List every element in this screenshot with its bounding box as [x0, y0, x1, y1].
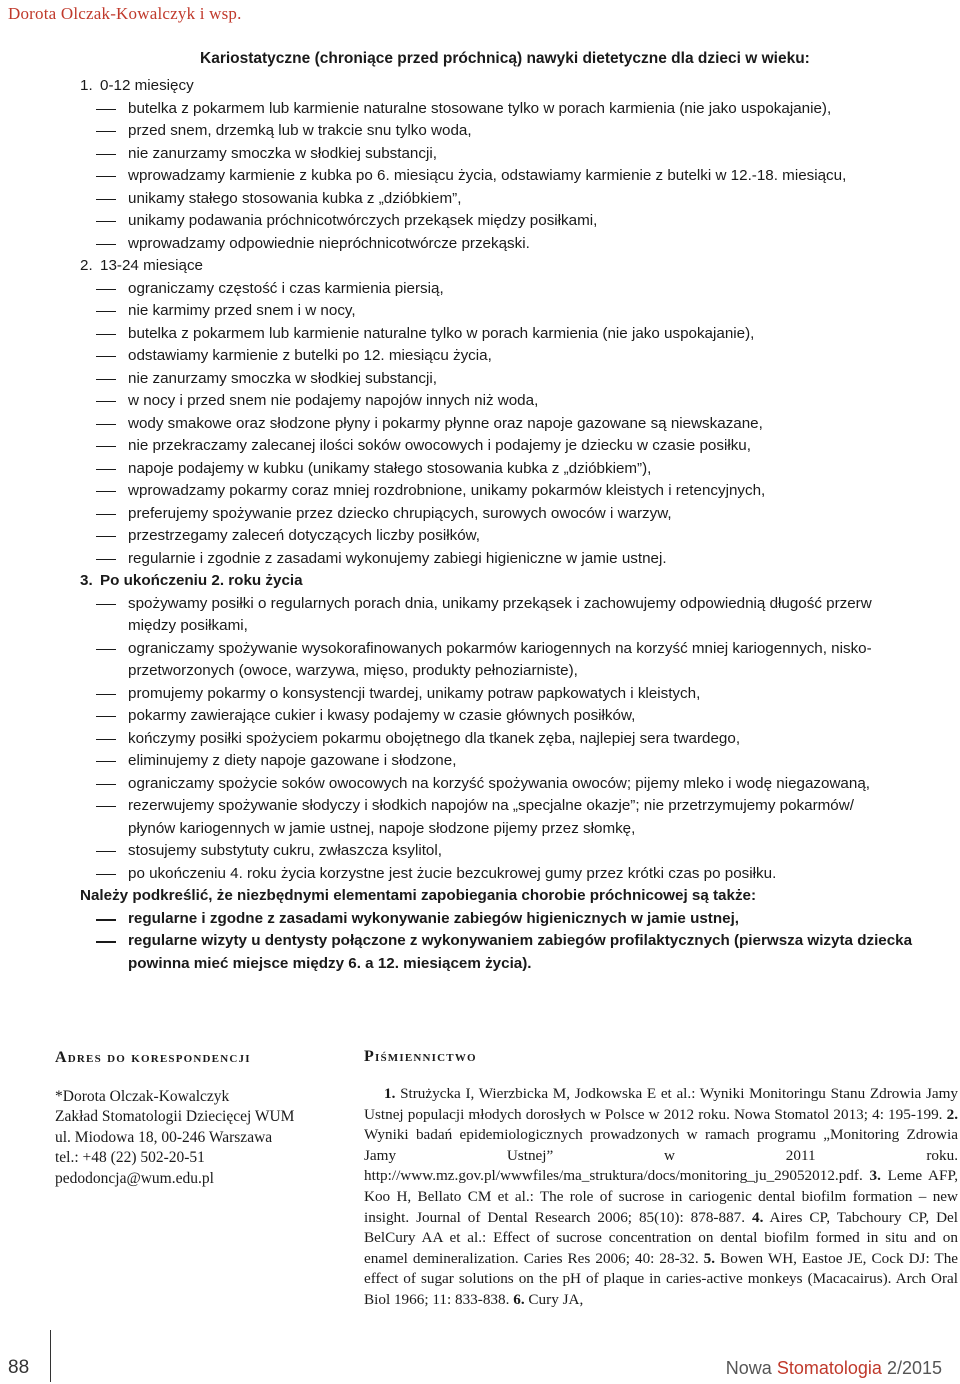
list-item — [80, 548, 960, 571]
list-item-text: płynów kariogennych w jamie ustnej, napoje słodzone pijemy przez słomkę, — [128, 819, 636, 837]
dash-bullet — [96, 784, 116, 785]
emphasis-item-text: regularne i zgodne z zasadami wykonywanie zabiegów higienicznych w jamie ustnej, — [128, 909, 740, 927]
dash-bullet — [96, 469, 116, 470]
list-item-text: między posiłkami, — [128, 617, 248, 634]
list-item — [80, 390, 960, 413]
dash-bullet — [96, 716, 116, 717]
list-item-text: preferujemy spożywanie przez dziecko chrupiących, surowych owoców i warzyw, — [128, 504, 672, 522]
list-item — [80, 458, 960, 481]
list-item — [80, 773, 960, 796]
list-item — [80, 593, 960, 616]
section-number: 3. — [80, 572, 93, 589]
list-item — [80, 413, 960, 436]
address-line: pedodoncja@wum.edu.pl — [55, 1169, 214, 1187]
list-item-text: w nocy i przed snem nie podajemy napojów innych niż woda, — [128, 392, 539, 409]
dash-bullet — [96, 199, 116, 200]
emphasis-item-continuation — [80, 953, 960, 976]
emphasis-item — [80, 908, 960, 931]
emphasis-item — [80, 930, 960, 953]
dash-bullet — [96, 514, 116, 515]
dash-bullet — [96, 334, 116, 335]
list-item-text: butelka z pokarmem lub karmienie naturalne tylko w porach karmienia (nie jako uspokajanie), — [128, 324, 755, 342]
dash-bullet — [96, 694, 116, 695]
list-item — [80, 98, 960, 121]
address-line: ul. Miodowa 18, 00-246 Warszawa — [55, 1128, 273, 1146]
references-block — [364, 1048, 958, 1311]
list-item — [80, 750, 960, 773]
list-item-text: unikamy stałego stosowania kubka z „dzióbkiem”, — [128, 189, 462, 207]
list-item — [80, 435, 960, 458]
dash-bullet — [96, 379, 116, 380]
dash-bullet — [96, 874, 116, 875]
list-item-text: nie karmimy przed snem i w nocy, — [128, 302, 356, 319]
list-item-text: przetworzonych (owoce, warzywa, mięso, produkty pełnoziarniste), — [128, 662, 578, 679]
list-item-continuation — [80, 818, 960, 841]
list-item — [80, 683, 960, 706]
list-item — [80, 480, 960, 503]
list-item — [80, 143, 960, 166]
dash-bullet — [96, 919, 116, 921]
section-heading — [80, 255, 960, 278]
list-item — [80, 795, 960, 818]
reference-text: Cury JA, — [528, 1290, 584, 1308]
list-item — [80, 300, 960, 323]
list-item — [80, 165, 960, 188]
correspondence-address — [55, 1087, 355, 1190]
list-item-text: stosujemy substytuty cukru, zwłaszcza ksylitol, — [128, 842, 442, 859]
list-item-text: ograniczamy spożywanie wysokorafinowanych pokarmów kariogennych na korzyść mniej kariogennych, nisko- — [128, 639, 872, 657]
dash-bullet — [96, 739, 116, 740]
reference-text: Strużycka I, Wierzbicka M, Jodkowska E et al.: Wyniki Monitoringu Stanu Zdrowia Jamy Ustnej populacji młodych dorosłych w Polsce w 2012 roku. Nowa Stomatol 2013; 4: 195-199. — [364, 1085, 959, 1123]
section-title: 13-24 miesiące — [100, 257, 203, 274]
reference-text: Leme AFP, Koo H, Bellato CM et al.: The role of sucrose in cariogenic dental biofilm formation – new insight. Journal of Dental Research 2006; 85(10): 878-887. — [364, 1167, 958, 1226]
list-item-continuation — [80, 660, 960, 683]
references-heading: Piśmiennictwo — [364, 1048, 477, 1065]
journal-issue: 2/2015 — [886, 1358, 942, 1378]
list-item — [80, 278, 960, 301]
list-item — [80, 503, 960, 526]
emphasis-item-text: regularne wizyty u dentysty połączone z wykonywaniem zabiegów profilaktycznych (pierwsza wizyta dziecka — [128, 932, 913, 949]
list-item-text: pokarmy zawierające cukier i kwasy podajemy w czasie głównych posiłków, — [128, 707, 636, 724]
dash-bullet — [96, 356, 116, 357]
list-item-text: ograniczamy częstość i czas karmienia piersią, — [128, 279, 444, 297]
dash-bullet — [96, 446, 116, 447]
list-item — [80, 368, 960, 391]
dash-bullet — [96, 424, 116, 425]
reference-number: 3. — [869, 1167, 881, 1185]
dash-bullet — [96, 109, 116, 110]
list-item-text: wody smakowe oraz słodzone płyny i pokarmy płynne oraz napoje gazowane są niewskazane, — [128, 414, 763, 432]
list-item-text: kończymy posiłki spożyciem pokarmu obojętnego dla tkanek zęba, najlepiej sera twardego, — [128, 729, 741, 747]
list-item-text: wprowadzamy odpowiednie niepróchnicotwórcze przekąski. — [128, 234, 530, 252]
dash-bullet — [96, 221, 116, 222]
dash-bullet — [96, 806, 116, 807]
dash-bullet — [96, 761, 116, 762]
journal-name-accent: Stomatologia — [776, 1358, 882, 1378]
list-item-text: odstawiamy karmienie z butelki po 12. miesiącu życia, — [128, 347, 492, 364]
section-title: 0-12 miesięcy — [100, 77, 194, 94]
dash-bullet — [96, 176, 116, 177]
article-box-title: Kariostatyczne (chroniące przed próchnicą) nawyki dietetyczne dla dzieci w wieku: — [200, 50, 810, 67]
list-item — [80, 525, 960, 548]
list-item-text: eliminujemy z diety napoje gazowane i słodzone, — [128, 752, 457, 769]
section-number: 1. — [80, 77, 93, 94]
list-item — [80, 728, 960, 751]
reference-number: 1. — [384, 1085, 396, 1102]
list-item — [80, 863, 960, 886]
references-list — [364, 1084, 958, 1311]
reference-number: 4. — [752, 1208, 764, 1226]
journal-footer — [726, 1358, 942, 1379]
section-heading — [80, 570, 960, 593]
correspondence-heading: Adres do korespondencji — [55, 1049, 251, 1066]
running-header: Dorota Olczak-Kowalczyk i wsp. — [8, 4, 242, 23]
list-item-text: ograniczamy spożycie soków owocowych na korzyść spożywania owoców; pijemy mleko i wodę niegazowaną, — [128, 774, 870, 792]
address-line: *Dorota Olczak-Kowalczyk — [55, 1087, 230, 1105]
dash-bullet — [96, 401, 116, 402]
list-item — [80, 345, 960, 368]
list-item — [80, 120, 960, 143]
list-item — [80, 323, 960, 346]
list-item — [80, 233, 960, 256]
list-item-text: nie zanurzamy smoczka w słodkiej substancji, — [128, 369, 437, 387]
list-item-text: wprowadzamy karmienie z kubka po 6. miesiącu życia, odstawiamy karmienie z butelki w 12.-18. miesiącu, — [128, 167, 847, 184]
page-number: 88 — [8, 1357, 30, 1378]
journal-name-prefix: Nowa — [725, 1358, 772, 1378]
list-item-text: rezerwujemy spożywanie słodyczy i słodkich napojów na „specjalne okazje”; nie przetrzymujemy pokarmów/ — [128, 797, 854, 814]
list-item-text: regularnie i zgodnie z zasadami wykonujemy zabiegi higieniczne w jamie ustnej. — [128, 549, 667, 567]
reference-number: 6. — [513, 1290, 525, 1308]
section-title: Po ukończeniu 2. roku życia — [100, 572, 303, 589]
list-item-continuation — [80, 615, 960, 638]
dash-bullet — [96, 154, 116, 155]
list-item-text: promujemy pokarmy o konsystencji twardej, unikamy potraw papkowatych i kleistych, — [128, 684, 701, 702]
dash-bullet — [96, 311, 116, 312]
emphasis-note: Należy podkreślić, że niezbędnymi elementami zapobiegania chorobie próchnicowej są także: — [80, 887, 757, 904]
dash-bullet — [96, 851, 116, 852]
reference-text: Wyniki badań epidemiologicznych prowadzonych w ramach programu „Monitoring Zdrowia Jamy Ustnej” w 2011 roku. http://www.mz.gov.pl/wwwfiles/ma_struktura/docs/monitoring_ju_29052012.pdf. — [364, 1126, 958, 1185]
list-item-text: przestrzegamy zaleceń dotyczących liczby posiłków, — [128, 527, 480, 544]
article-body — [80, 75, 960, 975]
dash-bullet — [96, 559, 116, 560]
list-item-text: spożywamy posiłki o regularnych porach dnia, unikamy przekąsek i zachowujemy odpowiednią długość przerw — [128, 594, 872, 612]
list-item — [80, 840, 960, 863]
list-item — [80, 705, 960, 728]
list-item — [80, 188, 960, 211]
reference-number: 2. — [946, 1105, 958, 1123]
list-item-text: nie zanurzamy smoczka w słodkiej substancji, — [128, 144, 437, 162]
list-item-text: przed snem, drzemką lub w trakcie snu tylko woda, — [128, 122, 472, 139]
list-item-text: napoje podajemy w kubku (unikamy stałego stosowania kubka z „dzióbkiem”), — [128, 459, 652, 477]
footer-divider — [50, 1330, 51, 1382]
section-heading — [80, 75, 960, 98]
list-item-text: wprowadzamy pokarmy coraz mniej rozdrobnione, unikamy pokarmów kleistych i retencyjnych, — [128, 482, 766, 499]
list-item — [80, 638, 960, 661]
dash-bullet — [96, 131, 116, 132]
dash-bullet — [96, 289, 116, 290]
correspondence-block — [55, 1048, 355, 1190]
reference-text: Bowen WH, Eastoe JE, Cock DJ: The effect of sugar solutions on the pH of plaque in caries-active monkeys (Macacairus). Arch Oral Biol 1966; 11: 833-838. — [364, 1249, 959, 1308]
dash-bullet — [96, 604, 116, 605]
dash-bullet — [96, 491, 116, 492]
emphasis-item-text: powinna mieć miejsce między 6. a 12. miesiącem życia). — [128, 954, 532, 972]
dash-bullet — [96, 649, 116, 650]
list-item — [80, 210, 960, 233]
list-item-text: unikamy podawania próchnicotwórczych przekąsek między posiłkami, — [128, 212, 598, 229]
list-item-text: po ukończeniu 4. roku życia korzystne jest żucie bezcukrowej gumy przez krótki czas po posiłku. — [128, 864, 777, 882]
list-item-text: butelka z pokarmem lub karmienie naturalne stosowane tylko w porach karmienia (nie jako uspokajanie), — [128, 99, 832, 117]
dash-bullet — [96, 536, 116, 537]
dash-bullet — [96, 244, 116, 245]
reference-text: Aires CP, Tabchoury CP, Del BelCury AA et al.: Effect of sucrose concentration on dental biofilm formed in situ and on enamel demineralization. Caries Res 2006; 40: 28-32. — [364, 1208, 959, 1267]
address-line: Zakład Stomatologii Dziecięcej WUM — [55, 1108, 295, 1126]
reference-number: 5. — [703, 1249, 716, 1267]
section-number: 2. — [80, 257, 93, 274]
address-line: tel.: +48 (22) 502-20-51 — [55, 1149, 205, 1167]
dash-bullet — [96, 941, 116, 943]
list-item-text: nie przekraczamy zalecanej ilości soków owocowych i podajemy je dziecku w czasie posiłku, — [128, 437, 751, 454]
